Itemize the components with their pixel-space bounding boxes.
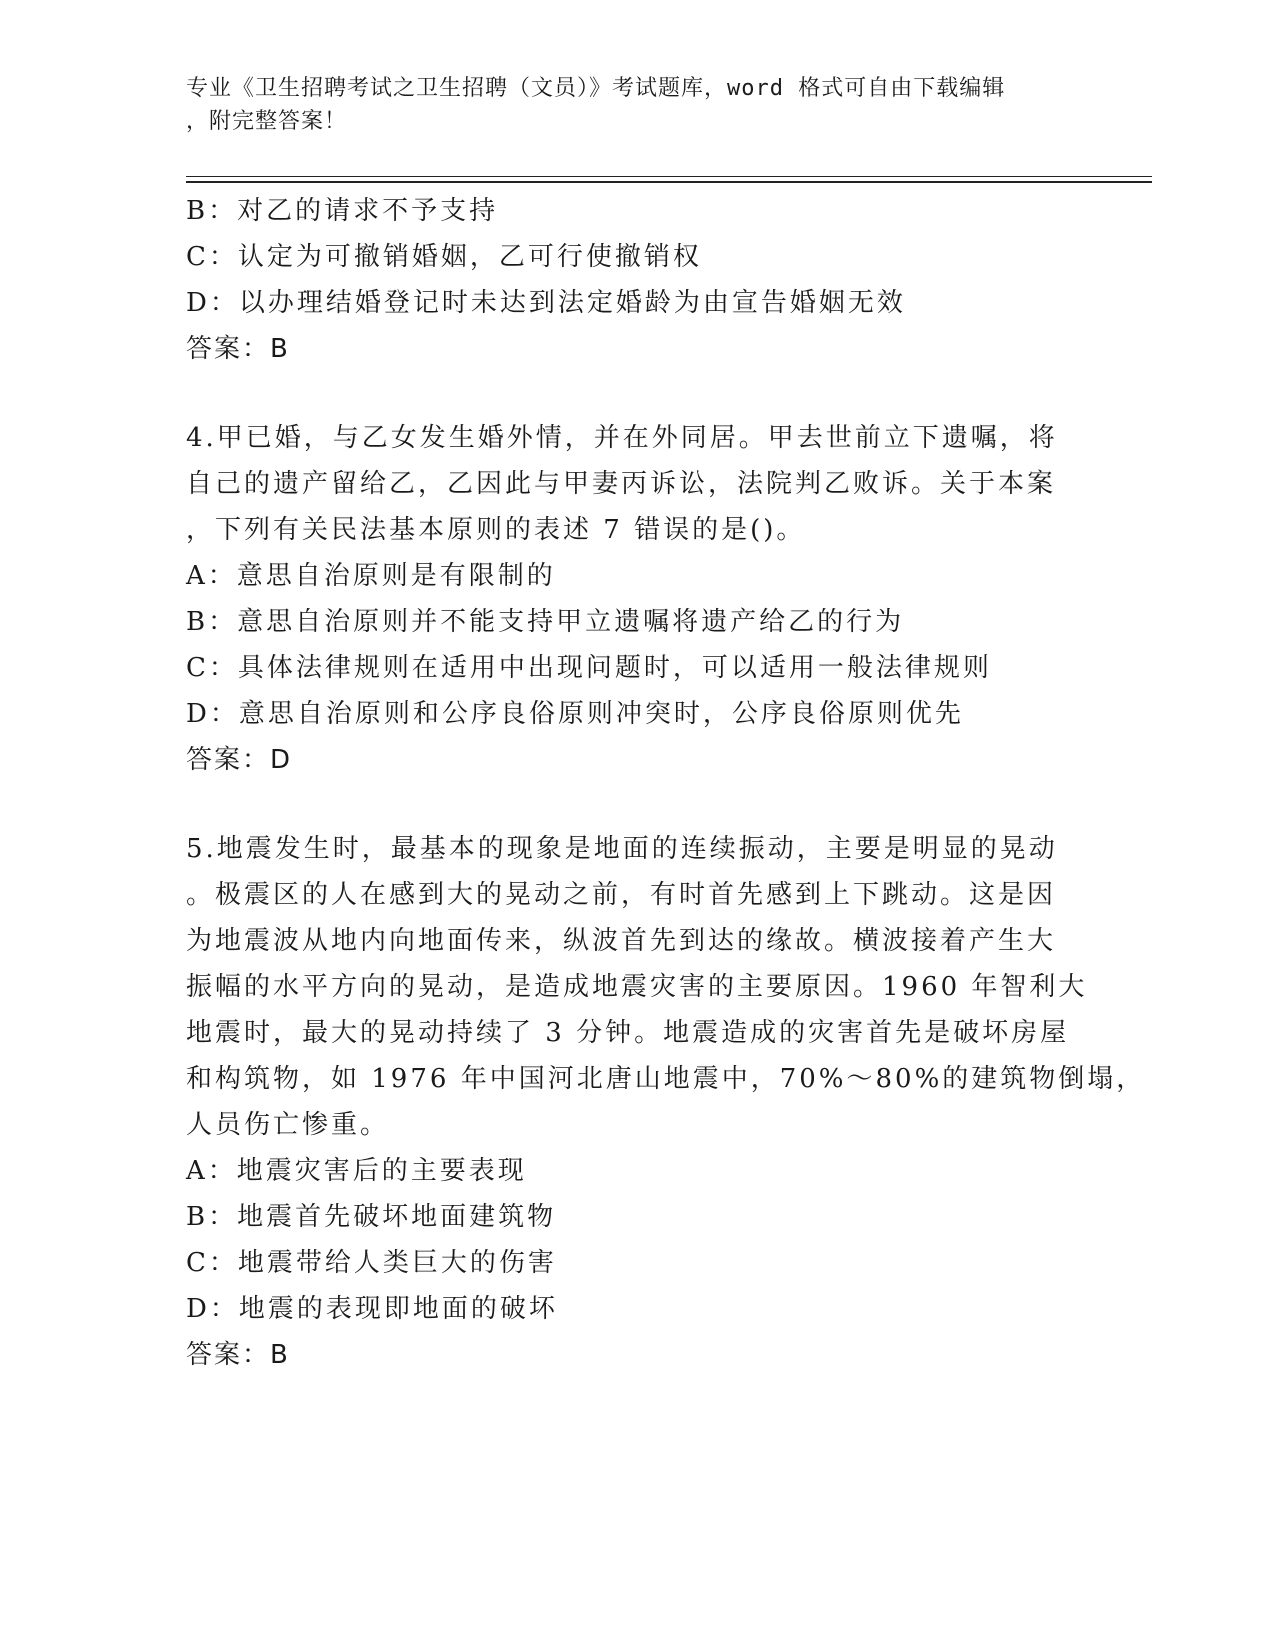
question-text-line: 和构筑物，如 1976 年中国河北唐山地震中，70%～80%的建筑物倒塌， xyxy=(186,1064,1146,1094)
question-text-line: 5.地震发生时，最基本的现象是地面的连续振动，主要是明显的晃动 xyxy=(186,834,1058,864)
option-a: A：地震灾害后的主要表现 xyxy=(186,1156,527,1186)
document-header xyxy=(186,72,1066,138)
option-b: B：对乙的请求不予支持 xyxy=(186,196,499,226)
spacer xyxy=(186,372,1066,415)
answer-line: 答案：D xyxy=(186,745,293,775)
option-a: A：意思自治原则是有限制的 xyxy=(186,561,556,591)
header-rule-thin xyxy=(186,176,1152,177)
option-c: C：认定为可撤销婚姻，乙可行使撤销权 xyxy=(186,242,702,272)
question-text-line: 自己的遗产留给乙，乙因此与甲妻丙诉讼，法院判乙败诉。关于本案 xyxy=(186,469,1057,499)
answer-line: 答案：B xyxy=(186,334,290,364)
question-5 xyxy=(186,826,1146,1378)
question-text-line: 。极震区的人在感到大的晃动之前，有时首先感到上下跳动。这是因 xyxy=(186,880,1057,910)
document-body xyxy=(186,188,1146,1378)
question-text-line: 4.甲已婚，与乙女发生婚外情，并在外同居。甲去世前立下遗嘱，将 xyxy=(186,423,1058,453)
option-b: B：地震首先破坏地面建筑物 xyxy=(186,1202,557,1232)
question-4 xyxy=(186,415,1066,783)
question-text-line: 为地震波从地内向地面传来，纵波首先到达的缘故。横波接着产生大 xyxy=(186,926,1057,956)
option-c: C：地震带给人类巨大的伤害 xyxy=(186,1248,557,1278)
option-d: D：意思自治原则和公序良俗原则冲突时，公序良俗原则优先 xyxy=(186,699,964,729)
question-text-line: ，下列有关民法基本原则的表述 7 错误的是()。 xyxy=(186,515,806,545)
option-c: C：具体法律规则在适用中出现问题时，可以适用一般法律规则 xyxy=(186,653,992,683)
option-d: D：地震的表现即地面的破坏 xyxy=(186,1294,558,1324)
option-b: B：意思自治原则并不能支持甲立遗嘱将遗产给乙的行为 xyxy=(186,607,905,637)
question-text-line: 振幅的水平方向的晃动，是造成地震灾害的主要原因。1960 年智利大 xyxy=(186,972,1088,1002)
answer-line: 答案：B xyxy=(186,1340,290,1370)
question-text-line: 地震时，最大的晃动持续了 3 分钟。地震造成的灾害首先是破坏房屋 xyxy=(186,1018,1070,1048)
question-text-line: 人员伤亡惨重。 xyxy=(186,1110,390,1140)
question-3-tail xyxy=(186,188,1066,372)
spacer xyxy=(186,783,1066,826)
option-d: D：以办理结婚登记时未达到法定婚龄为由宣告婚姻无效 xyxy=(186,288,906,318)
header-subtitle-line: ，附完整答案！ xyxy=(186,109,348,134)
question-text xyxy=(186,826,1146,1148)
header-rule-thick xyxy=(186,181,1152,183)
header-title-line: 专业《卫生招聘考试之卫生招聘（文员）》考试题库，word 格式可自由下载编辑 xyxy=(186,76,1006,101)
question-text xyxy=(186,415,1066,553)
